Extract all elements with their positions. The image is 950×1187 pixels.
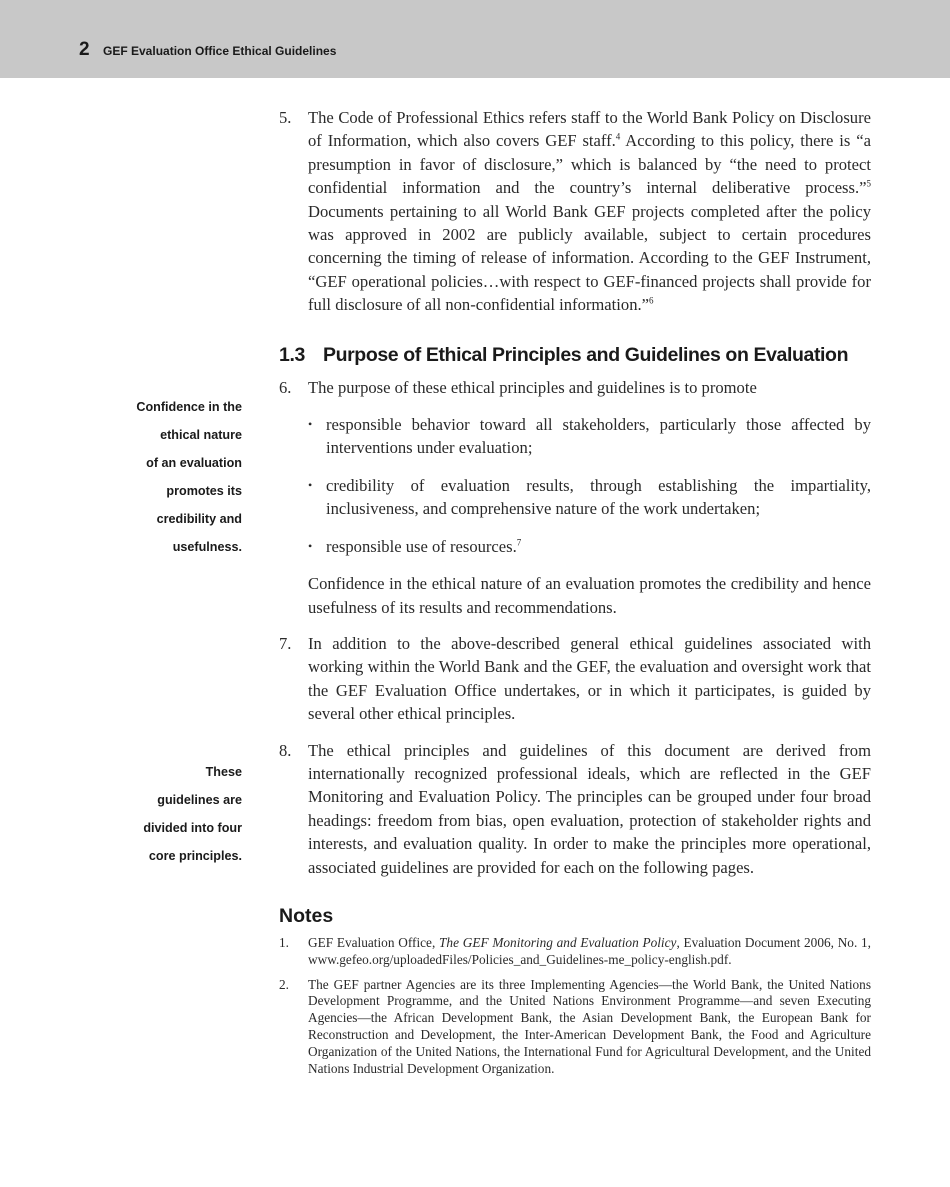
sidenote-line: credibility and [156, 512, 242, 526]
page-header [0, 0, 950, 78]
section-title: Purpose of Ethical Principles and Guidelines on Evaluation [323, 343, 849, 366]
paragraph-5 [279, 106, 871, 317]
sidenote-core-principles [100, 758, 242, 870]
sidenote-confidence [100, 393, 242, 561]
paragraph-text: The Code of Professional Ethics refers staff to the World Bank Policy on Disclosure of Information, which also covers GEF staff. [308, 108, 871, 151]
sidenote-line: of an evaluation [146, 456, 242, 470]
sidenote-line: Confidence in the [136, 400, 242, 414]
note-number: 2. [279, 976, 289, 992]
page-number: 2 [79, 39, 90, 60]
paragraph-6 [279, 376, 871, 399]
sidenote-line: core principles. [148, 849, 242, 863]
list-item-text: credibility of evaluation results, through establishing the impartiality, inclusiveness, and comprehensive nature of the work undertaken; [326, 475, 871, 519]
footnote-ref: 5 [866, 178, 871, 189]
section-number: 1.3 [279, 343, 305, 366]
note-text: GEF Evaluation Office, [308, 934, 440, 950]
sidenote-line: promotes its [166, 484, 242, 498]
sidenote-line: ethical nature [160, 428, 242, 442]
list-item-text: responsible behavior toward all stakeholders, particularly those affected by interventions under evaluation; [326, 415, 871, 458]
footnote-ref: 6 [649, 295, 654, 306]
note-text: The GEF partner Agencies are its three Implementing Agencies—the World Bank, the United Nations Development Programme, and the United Nations Environment Programme—and seven Executing Agencies—the African Development Bank, the Asian Development Bank, the European Bank for Reconstruction and Development, the Inter-American Development Bank, the Food and Agriculture Organization of the United Nations, the International Fund for Agricultural Development, and the United Nations Industrial Development Organization. [308, 976, 871, 1076]
running-title: GEF Evaluation Office Ethical Guidelines [103, 44, 337, 58]
footnote-ref: 4 [615, 131, 621, 142]
main-text-column [279, 106, 871, 1085]
purpose-bullet-list [279, 413, 871, 558]
sidenote-line: guidelines are [157, 793, 242, 807]
bullet-icon: • [308, 477, 313, 492]
paragraph-number: 5. [279, 108, 292, 127]
paragraph-text: Documents pertaining to all World Bank GEF projects completed after the policy was approved in 2002 are publicly available, subject to certain procedures concerning the timing of release of information. According to the GEF Instrument, “GEF operational policies…with respect to GEF-financed projects shall provide for full disclosure of all non-confidential information.” [308, 201, 871, 315]
paragraph-text: The ethical principles and guidelines of this document are derived from internationally recognized professional ideals, which are reflected in the GEF Monitoring and Evaluation Policy. The principles can be grouped under four broad headings: freedom from bias, open evaluation, protection of stakeholder rights and interests, and evaluation quality. In order to make the principles more operational, associated guidelines are provided for each on the following pages. [308, 740, 871, 877]
section-heading [279, 342, 871, 368]
paragraph-text: In addition to the above-described general ethical guidelines associated with working within the World Bank and the GEF, the evaluation and oversight work that the GEF Evaluation Office undertakes, or in which it participates, is guided by several other ethical principles. [308, 633, 871, 724]
paragraph-number: 6. [279, 377, 292, 397]
sidenote-line: These [205, 765, 242, 779]
note-1 [279, 935, 871, 969]
notes-heading: Notes [279, 904, 334, 927]
list-item [308, 474, 871, 521]
sidenote-line: divided into four [143, 821, 242, 835]
paragraph-number: 7. [279, 633, 292, 653]
list-item [308, 413, 871, 460]
footnote-ref: 7 [516, 537, 522, 548]
paragraph-number: 8. [279, 740, 292, 760]
note-2 [279, 977, 871, 1078]
sidenote-line: usefulness. [172, 540, 242, 554]
paragraph-text: According to this policy, there is “a presumption in favor of disclosure,” which is balanced by “the need to protect confidential information and the country’s internal deliberative process.” [308, 131, 871, 198]
list-item [308, 535, 871, 558]
note-number: 1. [279, 934, 289, 950]
note-text: , Evaluation Document 2006, No. 1, www.gefeo.org/uploadedFiles/Policies_and_Guidelines-me_policy-english.pdf. [308, 934, 871, 967]
paragraph-6-closing: Confidence in the ethical nature of an evaluation promotes the credibility and hence usefulness of its results and recommendations. [308, 574, 871, 617]
paragraph-text: The purpose of these ethical principles and guidelines is to promote [308, 377, 757, 397]
paragraph-7 [279, 632, 871, 726]
paragraph-8 [279, 739, 871, 879]
note-title-italic: The GEF Monitoring and Evaluation Policy [439, 934, 677, 950]
list-item-text: responsible use of resources. [326, 536, 517, 556]
bullet-icon: • [308, 417, 313, 432]
bullet-icon: • [308, 538, 313, 553]
